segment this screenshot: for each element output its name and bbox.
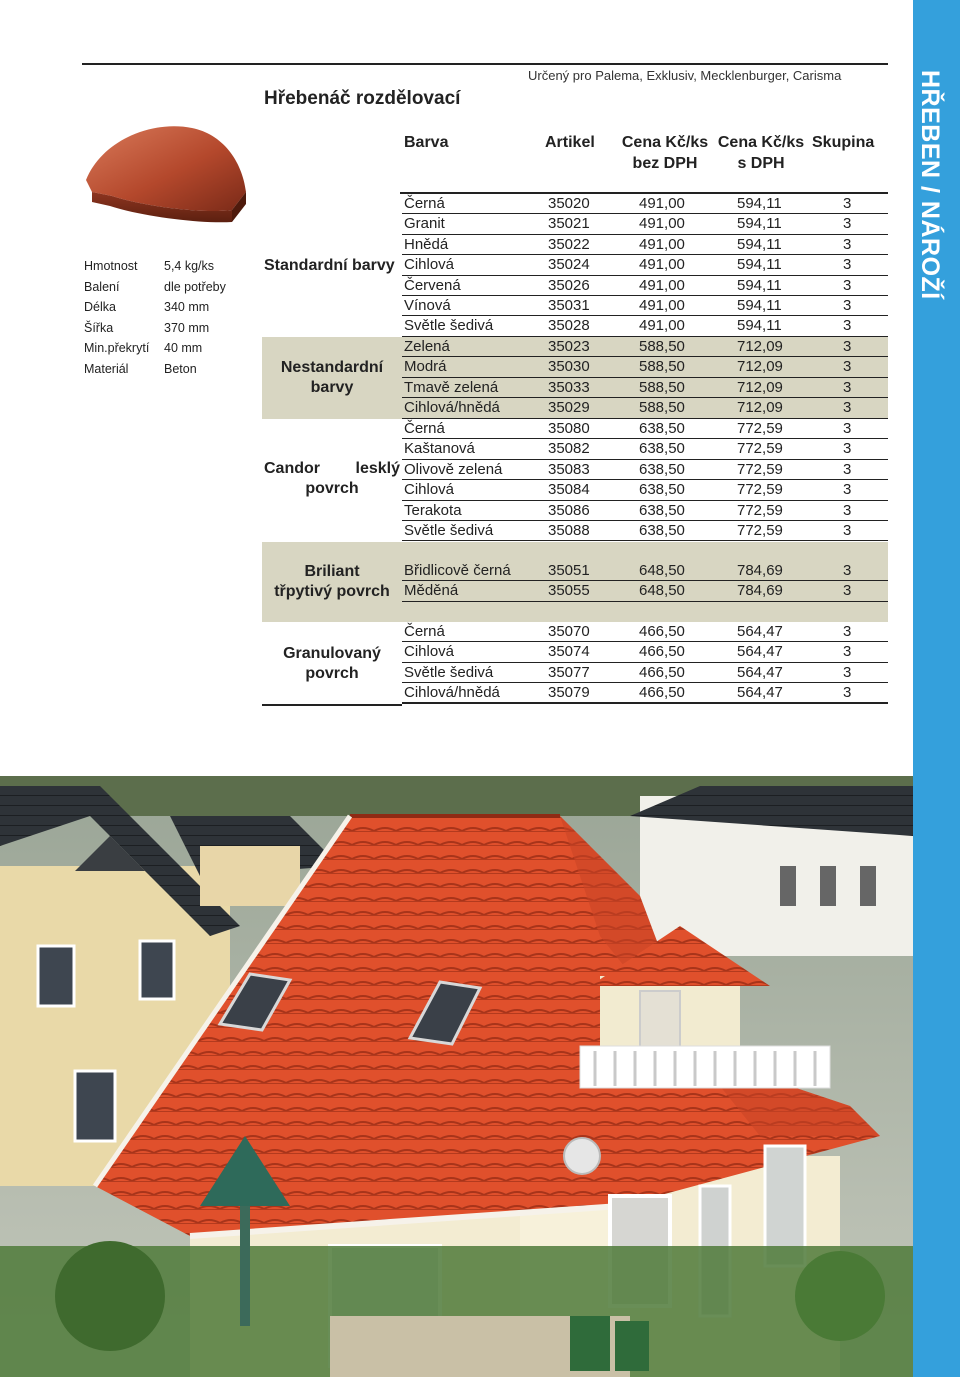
cell-group: 3 [843, 440, 852, 458]
spec-row [84, 277, 254, 298]
cell-group: 3 [843, 562, 852, 579]
cell-group: 3 [843, 215, 852, 233]
group-nonstandard [262, 337, 888, 419]
cell-price-gross: 772,59 [737, 521, 783, 539]
table-row [402, 642, 888, 662]
cell-color: Světle šedivá [404, 317, 494, 335]
cell-price-gross: 772,59 [737, 460, 783, 478]
group-label-line1: Nestandardní [280, 359, 384, 376]
spec-value: 5,4 kg/ks [164, 259, 215, 274]
table-row [402, 378, 888, 398]
cell-color: Cihlová [404, 481, 455, 499]
group-label [262, 337, 402, 419]
cell-color: Terakota [404, 501, 462, 519]
cell-price-gross: 784,69 [737, 562, 783, 579]
cell-group: 3 [843, 663, 852, 681]
cell-article: 35020 [548, 195, 590, 212]
cell-price-gross: 712,09 [737, 399, 783, 417]
cell-price-gross: 784,69 [737, 582, 783, 600]
cell-group: 3 [843, 399, 852, 417]
spec-value: 40 mm [164, 341, 203, 356]
cell-price-gross: 712,09 [737, 338, 783, 355]
header-price-gross [716, 132, 806, 174]
cell-group: 3 [843, 460, 852, 478]
cell-price-net: 638,50 [639, 460, 685, 478]
cell-color: Olivově zelená [404, 460, 503, 478]
side-title: HŘEBEN / NÁROŽÍ [916, 70, 944, 300]
spec-label: Hmotnost [84, 259, 138, 274]
cell-color: Cihlová [404, 643, 455, 661]
group-granulated [262, 622, 888, 706]
cell-price-net: 638,50 [639, 440, 685, 458]
cell-color: Černá [404, 195, 445, 212]
spec-row [84, 297, 254, 318]
group-label-candor: Candor [264, 460, 320, 477]
table-row [402, 419, 888, 439]
cell-article: 35021 [548, 215, 590, 233]
cell-color: Červená [404, 276, 461, 294]
cell-group: 3 [843, 623, 852, 640]
group-label-glossy: lesklý [355, 460, 400, 477]
cell-group: 3 [843, 276, 852, 294]
spec-value: 370 mm [164, 320, 210, 335]
cell-price-gross: 594,11 [737, 317, 782, 335]
rows [402, 561, 888, 602]
cell-article: 35024 [548, 256, 590, 274]
cell-price-net: 638,50 [639, 501, 685, 519]
header-color: Barva [404, 134, 449, 151]
cell-price-gross: 772,59 [737, 440, 783, 458]
cell-article: 35030 [548, 358, 590, 376]
header-article: Artikel [545, 134, 595, 151]
table-row [402, 439, 888, 459]
cell-price-net: 491,00 [639, 215, 685, 233]
cell-price-gross: 772,59 [737, 501, 783, 519]
cell-color: Černá [404, 623, 445, 640]
cell-group: 3 [843, 296, 852, 314]
table-row [402, 255, 888, 275]
cell-color: Cihlová [404, 256, 455, 274]
cell-color: Cihlová/hnědá [404, 399, 500, 417]
cell-price-gross: 564,47 [737, 684, 783, 702]
spec-label: Balení [84, 279, 120, 294]
top-rule [82, 63, 888, 65]
cell-article: 35028 [548, 317, 590, 335]
cell-color: Zelená [404, 338, 450, 355]
table-row [402, 480, 888, 500]
cell-group: 3 [843, 317, 852, 335]
table-row [402, 683, 888, 703]
cell-price-net: 638,50 [639, 420, 685, 437]
header-price-gross-line1: Cena Kč/ks [717, 134, 805, 151]
cell-article: 35070 [548, 623, 590, 640]
cell-article: 35074 [548, 643, 590, 661]
cell-price-net: 491,00 [639, 296, 685, 314]
group-label-line2: povrch [305, 665, 359, 682]
spec-label: Délka [84, 300, 116, 315]
cell-article: 35023 [548, 338, 590, 355]
cell-price-net: 491,00 [639, 317, 685, 335]
cell-price-net: 466,50 [639, 663, 685, 681]
cell-color: Vínová [404, 296, 451, 314]
cell-group: 3 [843, 643, 852, 661]
cell-price-net: 491,00 [639, 235, 685, 253]
table-row [402, 460, 888, 480]
table-row [402, 296, 888, 316]
group-rule [262, 704, 402, 706]
cell-group: 3 [843, 420, 852, 437]
cell-color: Cihlová/hnědá [404, 684, 500, 702]
cell-price-net: 466,50 [639, 623, 685, 640]
group-label [262, 622, 402, 706]
cell-price-net: 648,50 [639, 562, 685, 579]
cell-price-net: 638,50 [639, 521, 685, 539]
cell-price-net: 588,50 [639, 358, 685, 376]
group-label-surface: povrch [305, 480, 359, 497]
cell-price-gross: 594,11 [737, 215, 782, 233]
cell-article: 35022 [548, 235, 590, 253]
table-row [402, 316, 888, 336]
table-row [402, 235, 888, 255]
group-label: Standardní barvy [264, 256, 395, 274]
spec-list [84, 256, 254, 379]
cell-article: 35077 [548, 663, 590, 681]
table-row [402, 622, 888, 642]
cell-article: 35026 [548, 276, 590, 294]
cell-group: 3 [843, 684, 852, 702]
cell-article: 35029 [548, 399, 590, 417]
header-price-net-line1: Cena Kč/ks [621, 134, 709, 151]
cell-color: Měděná [404, 582, 459, 600]
cell-price-net: 638,50 [639, 481, 685, 499]
cell-color: Světle šedivá [404, 663, 494, 681]
spec-value: 340 mm [164, 300, 210, 315]
cell-article: 35082 [548, 440, 590, 458]
cell-group: 3 [843, 338, 852, 355]
cell-price-net: 588,50 [639, 378, 685, 396]
cell-price-gross: 564,47 [737, 643, 783, 661]
cell-price-gross: 564,47 [737, 623, 783, 640]
cell-group: 3 [843, 358, 852, 376]
cell-article: 35055 [548, 582, 590, 600]
cell-price-net: 466,50 [639, 684, 685, 702]
cell-color: Hnědá [404, 235, 449, 253]
cell-price-gross: 772,59 [737, 420, 783, 437]
header-group: Skupina [812, 134, 875, 151]
cell-group: 3 [843, 582, 852, 600]
cell-price-net: 491,00 [639, 276, 685, 294]
cell-group: 3 [843, 235, 852, 253]
cell-article: 35084 [548, 481, 590, 499]
cell-group: 3 [843, 195, 852, 212]
house-photo [0, 776, 913, 1377]
cell-price-gross: 594,11 [737, 276, 782, 294]
group-label-line1: Granulovaný [283, 645, 381, 662]
cell-group: 3 [843, 501, 852, 519]
cell-group: 3 [843, 378, 852, 396]
table-row [402, 581, 888, 601]
table-row [402, 276, 888, 296]
cell-price-gross: 772,59 [737, 481, 783, 499]
table-row [402, 194, 888, 214]
table-row [402, 521, 888, 541]
cell-group: 3 [843, 481, 852, 499]
cell-color: Kaštanová [404, 440, 475, 458]
cell-price-net: 491,00 [639, 195, 685, 212]
group-label [262, 562, 402, 602]
table-row [402, 214, 888, 234]
cell-price-net: 588,50 [639, 338, 685, 355]
cell-color: Černá [404, 420, 445, 437]
cell-article: 35088 [548, 521, 590, 539]
rows [402, 194, 888, 337]
table-row [402, 561, 888, 581]
table-row [402, 337, 888, 357]
cell-price-net: 648,50 [639, 582, 685, 600]
cell-group: 3 [843, 256, 852, 274]
cell-color: Tmavě zelená [404, 378, 499, 396]
group-label-line2: třpytivý povrch [274, 583, 390, 600]
table-row [402, 501, 888, 521]
cell-price-net: 466,50 [639, 643, 685, 661]
rows [402, 622, 888, 704]
header-price-gross-line2: s DPH [737, 155, 785, 172]
cell-price-gross: 594,11 [737, 296, 782, 314]
cell-article: 35031 [548, 296, 590, 314]
spec-row [84, 318, 254, 339]
group-label-line1: Briliant [304, 563, 360, 580]
rows [402, 419, 888, 541]
spec-value: Beton [164, 361, 197, 376]
group-label [262, 419, 402, 542]
spec-label: Materiál [84, 361, 129, 376]
rows [402, 337, 888, 419]
cell-article: 35051 [548, 562, 590, 579]
cell-article: 35086 [548, 501, 590, 519]
cell-color: Břidlicově černá [404, 562, 511, 579]
header-price-net-line2: bez DPH [632, 155, 698, 172]
spec-label: Šířka [84, 320, 114, 335]
cell-article: 35080 [548, 420, 590, 437]
cell-price-net: 491,00 [639, 256, 685, 274]
cell-article: 35033 [548, 378, 590, 396]
subtitle: Určený pro Palema, Exklusiv, Mecklenburger, Carisma [528, 68, 842, 83]
cell-price-gross: 594,11 [737, 235, 782, 253]
cell-price-gross: 712,09 [737, 358, 783, 376]
table-row [402, 357, 888, 377]
cell-color: Modrá [404, 358, 447, 376]
spec-value: dle potřeby [164, 279, 226, 294]
cell-color: Granit [404, 215, 445, 233]
group-briliant [262, 542, 888, 622]
cell-price-gross: 594,11 [737, 195, 782, 212]
ridge-tile-image [82, 110, 252, 230]
cell-price-gross: 712,09 [737, 378, 783, 396]
spec-row [84, 338, 254, 359]
cell-color: Světle šedivá [404, 521, 494, 539]
cell-article: 35079 [548, 684, 590, 702]
page-title: Hřebenáč rozdělovací [264, 88, 461, 109]
group-candor [262, 419, 888, 542]
spec-row [84, 359, 254, 380]
cell-article: 35083 [548, 460, 590, 478]
group-label-line2: barvy [310, 379, 354, 396]
spec-row [84, 256, 254, 277]
cell-price-gross: 594,11 [737, 256, 782, 274]
group-standard [262, 194, 888, 337]
cell-price-gross: 564,47 [737, 663, 783, 681]
table-row [402, 663, 888, 683]
cell-price-net: 588,50 [639, 399, 685, 417]
header-price-net [620, 132, 710, 174]
table-row [402, 398, 888, 418]
spec-label: Min.překrytí [84, 341, 150, 356]
cell-group: 3 [843, 521, 852, 539]
